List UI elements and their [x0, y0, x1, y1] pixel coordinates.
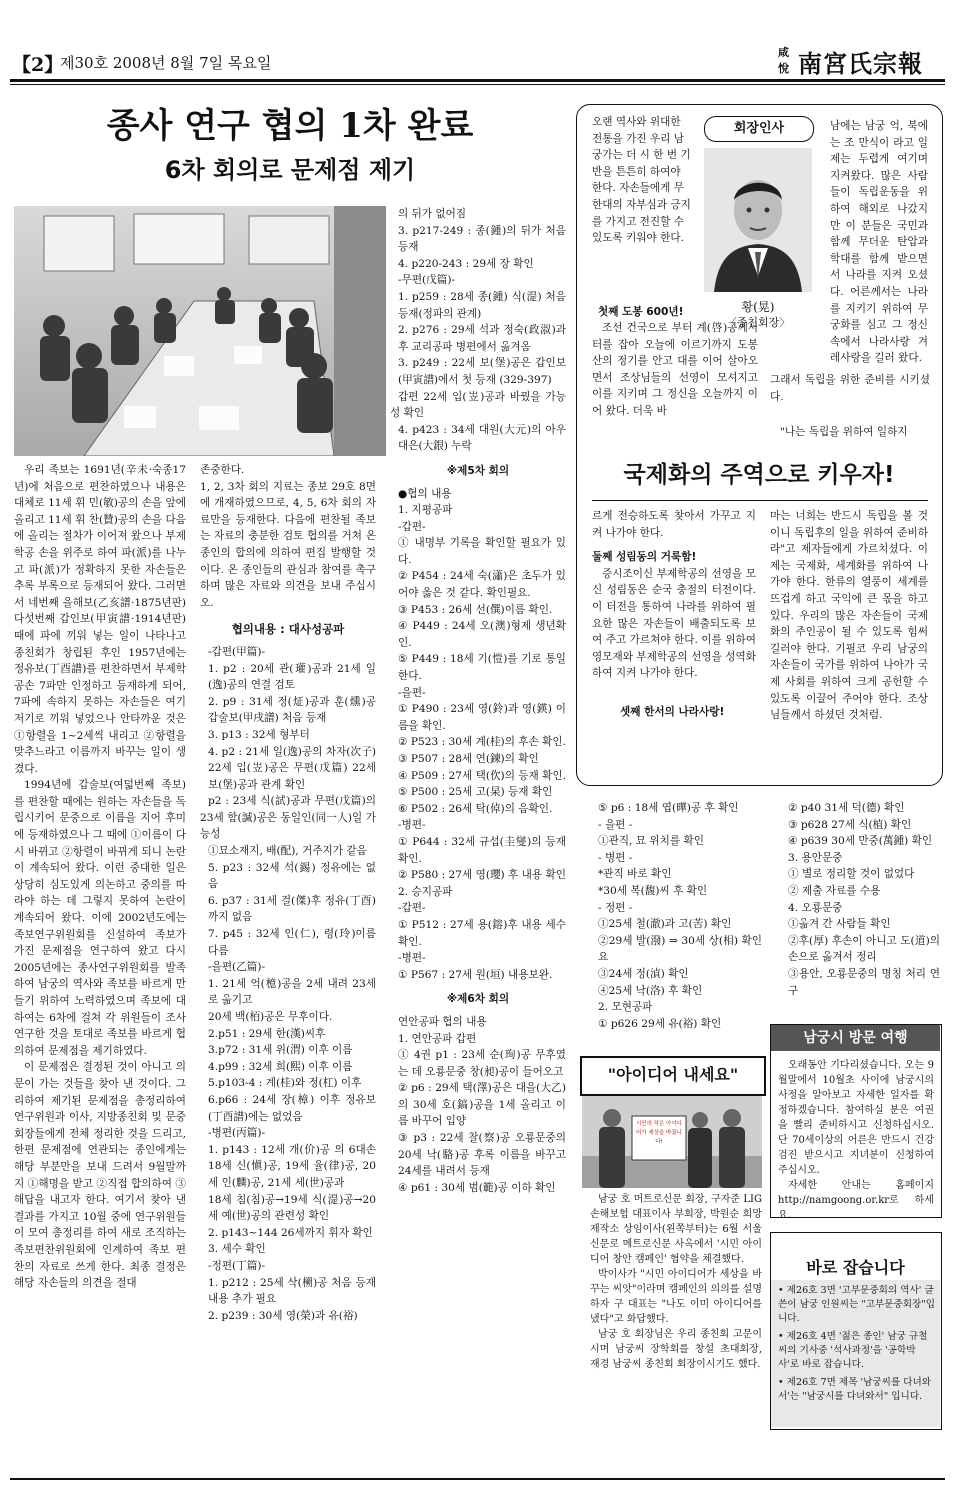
consultation-item: 2. p9 : 31세 정(炡)공과 훈(燻)공 갑술보(甲戌譜) 처음 등재: [208, 695, 376, 725]
chairman-right-text: [830, 118, 928, 367]
lower-item: ②후(厚) 후손이 아니고 도(道)의 손으로 옮겨서 정리: [788, 934, 940, 964]
correction-box-title: 바로 잡습니다: [806, 1258, 905, 1277]
consultation-item: -정편(丁篇)-: [208, 1259, 266, 1272]
meeting-item: ⑥ P502 : 26세 탁(倬)의 음확인.: [398, 802, 553, 815]
consultation-item: 1. 21세 억(檍)공을 2세 내려 23세로 옮기고: [208, 977, 376, 1007]
consultation-item: 4. p2 : 21세 일(逸)공의 차자(次子) 22세 입(岦)공은 무편(戊篇) 22세 보(堡)공과 관계 확인: [208, 745, 376, 791]
idea-caption-2: 박이사가 "시민 아이디어가 세상을 바꾸는 씨앗"이라며 캠페인의 의의를 설명하자 구 대표는 "나도 이미 아이디어를 냈다"고 화답했다.: [590, 1269, 762, 1325]
lower-item: ③ p628 27세 식(植) 확인: [788, 818, 912, 831]
chairman-subhead-1: 첫째 도봉 600년!: [598, 306, 684, 318]
chairman-right-paragraph-2: 그래서 독립을 위한 준비를 시키셨다.: [770, 374, 930, 403]
header-rule: [10, 79, 945, 82]
meeting-item: ① 내명부 기록을 확인할 필요가 있다.: [398, 537, 566, 566]
footer-rule: [10, 1478, 945, 1480]
consultation-item: 2. p143~144 26세까지 휘자 확인: [208, 1226, 373, 1239]
lower-item: 3. 용안문중: [788, 851, 843, 864]
lower-list-left: [590, 800, 762, 1032]
meeting-item: 3. p217-249 : 종(鍾)의 뒤가 처음 등재: [398, 224, 566, 254]
consultation-item: 1. p212 : 25세 삭(㮶)공 처음 등재 내용 추가 필요: [208, 1276, 376, 1306]
meeting-item: 3. p249 : 22세 보(堡)공은 갑인보(甲寅譜)에서 첫 등재 (329-397): [398, 357, 566, 386]
consultation-item: 1. p143 : 12세 개(价)공 의 6대손 18세 신(愼)공, 19세 율(律)공, 20세 인(麟)공, 21세 세(世)공과: [208, 1143, 376, 1189]
meeting-item: ④ p61 : 30세 범(範)공 이하 확인: [398, 1181, 556, 1194]
lower-item: 2. 모현공파: [598, 1001, 653, 1014]
meeting-item: ●협의 내용: [398, 487, 452, 500]
meeting-item: ※제6차 회의: [446, 993, 510, 1006]
meeting-item: 연안공파 협의 내용: [398, 1015, 487, 1028]
meeting-item: 4. p423 : 34세 대원(大元)의 아우 대은(大銀) 누락: [398, 423, 566, 453]
chairman-right-text-3: [780, 424, 930, 441]
consultation-item: p2 : 23세 식(試)공과 무편(戊篇)의 23세 함(諴)공은 동일인(同一人)일 가능성: [200, 795, 376, 841]
lower-item: ①옮겨 간 사람들 확인: [788, 918, 891, 931]
chairman-headline: 국제화의 주역으로 키우자!: [623, 462, 895, 488]
article-intro: 존중한다. 1, 2, 3차 회의 지료는 종보 29호 8면에 개재하였으므로, 4, 5, 6차 회의 자료만을 등재한다. 다음에 편찬될 족보는 자료의 충분한 검토 협의를 거쳐 온 종인의 합의에 의하여 편집 발행할 것이다. 온 종인들의 관심과 참여를 촉구하며 많은 자료와 의견을 보내 주십시오.: [200, 464, 376, 609]
chairman-subhead-3: 셋째 한서의 나라사랑!: [620, 705, 725, 718]
meeting-item: ③ P453 : 26세 선(僎)이름 확인.: [398, 603, 553, 616]
consultation-item: -을편(乙篇)-: [208, 961, 266, 974]
lower-item: ④ p639 30세 만중(萬鍾) 확인: [788, 835, 933, 848]
lower-item: ① 별로 정리할 것이 없었다: [788, 868, 915, 881]
consultation-item: 5. p23 : 32세 석(錫) 정유에는 없음: [208, 861, 376, 891]
lower-item: ② p40 31세 덕(德) 확인: [788, 802, 905, 814]
correction-item: • 제26호 3면 '고부문중회의 역사' 글쓴이 남궁 인원씨는 "고부문중회장"입니다.: [778, 1285, 935, 1324]
lower-item: ② 제출 자료를 수용: [788, 884, 881, 897]
meeting-item: ① P512 : 27세 용(鎔)후 내용 세수 확인.: [398, 918, 566, 948]
meeting-item: ① P644 : 32세 규섭(圭燮)의 등재 확인.: [398, 835, 566, 865]
meeting-photo: [14, 206, 386, 456]
meeting-item: -병편-: [398, 819, 426, 832]
meeting-item: ⑤ P449 : 18세 기(愷)를 기로 통일한다.: [398, 653, 566, 683]
lower-item: ③용안, 오룡문중의 명칭 처리 연구: [788, 967, 940, 997]
logo-small-2: 悅: [778, 62, 789, 75]
chairman-title: 〈종친회장〉: [725, 316, 791, 329]
meeting-item: ① P490 : 23세 영(鈴)과 영(鍈) 이름을 확인.: [398, 703, 566, 732]
article-column-4: [590, 800, 762, 1032]
chairman-portrait: [704, 148, 812, 292]
meeting-item: ② P580 : 27세 영(瓔) 후 내용 확인: [398, 869, 566, 882]
chairman-right-paragraph-3: "나는 독립을 위하여 일하지: [780, 426, 908, 438]
chairman-bottom-left-lead: 르게 전승하도록 찾아서 가꾸고 지켜 나가야 한다.: [592, 510, 756, 539]
idea-photo-sign: 시민의 작은 아이디어가 세상을 바꿉니다!: [635, 1121, 682, 1145]
chairman-right-text-2: [770, 372, 930, 405]
correction-list: [778, 1284, 936, 1404]
consultation-item: 3.p72 : 31세 위(渭) 이후 이름: [208, 1044, 353, 1057]
lower-item: - 을편 -: [598, 818, 633, 831]
article-column-1: [14, 462, 186, 1472]
main-headline: 종사 연구 협의 1차 완료: [106, 106, 474, 146]
meeting-item: 1. p259 : 28세 종(鍾) 식(湜) 처음 등재(정파의 관계): [398, 290, 566, 320]
meeting-item: 의 뒤가 없어짐: [398, 208, 467, 220]
chairman-sub2-text: 증시조이신 부제학공의 선영을 모신 성림동은 순국 충절의 터전이다. 이 터전을 통하여 나라를 위하여 필요한 많은 자손들이 배출되도록 보여 주고 가르쳐야 한다. 이를 위하여 영모재와 부제학공의 선영을 성역화하여 지켜 나가야 한다.: [592, 567, 756, 680]
meeting-item: ※제5차 회의: [446, 464, 510, 477]
consultation-item: 7. p45 : 32세 인(仁), 령(玲)이름 다름: [208, 928, 376, 957]
logo-small-1: 咸: [778, 46, 789, 59]
consultation-item: 3. 세수 확인: [208, 1243, 266, 1256]
newspaper-logo: 南宮氏宗報: [798, 49, 923, 78]
meeting-item: ③ P507 : 28세 연(鍊)의 확인: [398, 753, 539, 765]
consultation-list: [200, 644, 376, 1324]
lower-item: - 정편 -: [598, 901, 633, 914]
meeting-item: 1. 지평공파: [398, 504, 453, 517]
meeting-item: 2. 승지공파: [398, 885, 453, 898]
article-paragraph: 우리 족보는 1691년(辛未·숙종17년)에 처음으로 편찬하였으나 내용은 대체로 11세 휘 민(敏)공의 손을 앞에 올리고 11세 휘 찬(贊)공의 손을 다음에 올리는 절차가 이어져 왔으나 부제학공 손을 위주로 하여 파(派)를 나누고 파(派)가 정확하지 못한 자손들은 추록 부록으로 등재되어 왔다. 그러면서 네번째 을해보(乙亥譜·1875년판) 다섯번째 갑인보(甲寅譜·1914년판)때에 파에 끼워 넣는 일이 나타나고 종친회가 창립된 후인 1957년에는 정유보(丁酉譜)를 편찬하면서 부제학공손 7파만 인정하고 등재하게 되어, 7파에 속하지 못하는 자손들은 여기 저기로 끼워 넣었으나 안타까운 것은 ①항렬을 1~2세씩 내리고 ②항렬을 맞추느라고 이름까지 바꾸는 일이 생겼다.: [14, 464, 186, 775]
meeting-item: -을편-: [398, 686, 426, 699]
meeting-item: -갑편-: [398, 902, 426, 915]
lower-item: ⑤ p6 : 18세 엽(曄)공 후 확인: [598, 802, 739, 814]
article-column-5: [780, 800, 940, 999]
consultation-item: 18세 침(침)공→19세 식(湜)공→20세 예(世)공의 관련성 확인: [208, 1193, 376, 1223]
visit-box-title: 남궁시 방문 여행: [771, 1025, 940, 1051]
lower-item: ④25세 낙(洛) 후 확인: [598, 984, 703, 997]
chairman-left-text: 오랜 역사와 위대한 전통을 가진 우리 남궁가는 더 시 한 번 기반을 튼튼히 하여야 한다. 자손들에게 무한대의 자부심과 긍지를 가지고 전진할 수 있도록 키워야 한다.: [592, 116, 691, 245]
consultation-item: 4.p99 : 32세 희(熙) 이후 이름: [208, 1060, 353, 1073]
chairman-subhead-2: 둘째 성림동의 거룩함!: [592, 551, 697, 564]
lower-item: ① p626 29세 유(裕) 확인: [598, 1017, 722, 1030]
meeting-item: -무편(戊篇)-: [398, 274, 456, 287]
consultation-item: ①묘소재지, 배(配), 거주지가 같음: [208, 845, 367, 858]
idea-caption: [590, 1192, 762, 1372]
chairman-rule: [592, 500, 928, 501]
lower-item: ①25세 철(澈)과 고(苦) 확인: [598, 918, 732, 931]
meeting-item: 4. p220-243 : 29세 장 확인: [398, 257, 534, 270]
consultation-item: 3. p13 : 32세 형부터: [208, 728, 310, 741]
consultation-item: 1. p2 : 20세 관(瓘)공과 21세 일(逸)공의 연결 검토: [208, 662, 376, 692]
consultation-item: 2. p239 : 30세 영(榮)과 유(裕): [208, 1309, 358, 1322]
chairman-right-paragraph: 남에는 남궁 억, 북에는 조 만식이 라고 일제는 두렵게 여기며 지켜왔다. 많은 사람들이 독립운동을 위하여 해외로 나갔지만 이 분들은 국민과 함께 무더운 탄압과 학대를 함께 받으면서 나라를 지켜 오셨다. 어른께서는 나라를 지키기 위하여 무궁화를 심고 그 정신속에서 나라사랑 겨레사랑을 길러 왔다.: [830, 120, 928, 365]
article-paragraph: 1994년에 갑술보(여덟번째 족보)를 편찬할 때에는 원하는 자손들을 독립시키어 문중으로 이름을 지어 후미에 등재하였으나 그 때에 ①이름이 다시 바뀌고 ②항렬이 바뀌게 되니 논란이 계속되어 왔다. 이런 중대한 일은 상당히 심도있게 의논하고 중의를 따라야 하는 데 그렇지 못하여 논란이 계속되어 왔다. 이에 2002년도에는 족보연구위원회를 신설하여 족보가 가진 문제점을 연구하여 왔고 다시 2005년에는 종사연구위원회를 발족하여 남궁의 역사와 족보를 바르게 만들기 위하여 노력하였으며 족보에 대하여는 6차에 걸쳐 각 위원들이 조사 연구한 것을 토대로 족보를 바르게 협의하여 문제점을 제기하였다.: [14, 779, 186, 1057]
lower-item: - 병편 -: [598, 851, 633, 864]
consultation-item: 2.p51 : 29세 한(漢)씨후: [208, 1027, 326, 1040]
consultation-item: 20세 백(栢)공은 무후이다.: [208, 1011, 333, 1023]
header-rule-thin: [10, 84, 945, 85]
meeting-item: ① 4권 p1 : 23세 순(珣)공 무후였는 데 오룡문중 창(昶)공이 들어오고: [398, 1049, 566, 1078]
meeting-item: ④ P509 : 27세 택(㐸)의 등재 확인.: [398, 769, 566, 782]
meeting-item: -병편-: [398, 952, 426, 965]
visit-text-2: 자세한 안내는 홈페이지 http://namgoong.or.kr로 하세요.: [778, 1180, 934, 1221]
visit-text-1: 오래동안 기다리셨습니다. 오는 9월말에서 10월초 사이에 남궁시의 사정을 알아보고 자세한 일자를 확정하겠습니다. 참여하실 분은 여권을 빨리 준비하시고 신청하십시오. 단 70세이상의 어른은 반드시 건강검진 받으시고 지녀분이 신청하여 주십시오.: [778, 1060, 934, 1176]
chairman-sub1-text: 조선 건국으로 부터 계(啓)공께서 터를 잡아 오늘에 이르기까지 도봉산의 정기를 안고 대를 이어 살아오면서 조상님들의 선영이 모셔지고 이를 지키며 그 정신을 오늘까지 이어 왔다. 더욱 바: [592, 322, 758, 417]
meeting-item: 갑편 22세 입(岦)공과 바꿨을 가능성 확인: [390, 390, 566, 420]
consultation-heading: 협의내용 : 대사성공파: [231, 622, 345, 637]
article-column-3: [390, 206, 566, 1472]
meeting-item: 1. 연안공파 갑편: [398, 1032, 477, 1045]
lower-list-right: [780, 800, 940, 999]
main-subheadline: 6차 회의로 문제점 제기: [164, 156, 416, 184]
meeting-item: ③ p3 : 22세 찰(察)공 오룡문중의 20세 낙(駱)공 후록 이름을 바꾸고 24세를 내려서 등재: [398, 1132, 566, 1178]
issue-info: 제30호 2008년 8월 7일 목요일: [60, 54, 272, 72]
lower-item: 4. 오룡문중: [788, 901, 843, 914]
visit-box-text: [778, 1058, 934, 1223]
chairman-name: 황(晃): [741, 300, 775, 314]
meeting-item: ② P454 : 24세 숙(瀟)은 초두가 있어야 옳은 것 같다. 확인필요.: [398, 570, 566, 600]
consultation-item: 5.p103-4 : 계(桂)와 정(杠) 이후: [208, 1077, 362, 1090]
lower-item: ②29세 발(潑) ⇒ 30세 상(相) 확인 요: [598, 934, 762, 964]
meeting-list: [390, 206, 566, 1196]
consultation-item: -병편(丙篇)-: [208, 1127, 266, 1140]
chairman-bottom-left: [592, 508, 756, 721]
lower-item: *30세 복(馥)씨 후 확인: [598, 884, 708, 897]
correction-item: • 제26호 7면 제목 '남궁씨를 다녀와서'는 "남궁시를 다녀와서" 입니다.: [778, 1377, 932, 1402]
meeting-item: 2. p276 : 29세 석과 정숙(政淑)과 후 교리공파 병편에서 옮겨옴: [398, 324, 566, 353]
chairman-label: 회장인사: [704, 116, 814, 142]
meeting-item: -갑편-: [398, 520, 426, 533]
lower-item: ③24세 정(湞) 확인: [598, 967, 689, 980]
lower-item: *관직 바로 확인: [598, 868, 672, 881]
idea-caption-3: 남궁 호 회장님은 우리 종친회 고문이시며 남궁씨 장학회를 창설 초대회장, 재경 남궁씨 종친회 회장이시기도 했다.: [590, 1329, 762, 1370]
idea-box-title: "아이디어 내세요": [607, 1065, 739, 1084]
idea-caption-1: 남궁 호 머트로신문 회장, 구자준 LIG 손해보험 대표이사 부회장, 박원순 희망제작소 상임이사(왼쪽부터)는 6월 서울 신문로 메트로신문 사옥에서 '시민 아이디어 창안 캠페인' 협약을 체결했다.: [590, 1194, 762, 1265]
page-number: 【2】: [12, 54, 64, 76]
meeting-item: ④ P449 : 24세 오(澳)형제 생년확인.: [398, 620, 566, 649]
chairman-bottom-right: 마는 너희는 반드시 독립을 볼 것이니 독립후의 일을 위하여 준비하라"고 제자들에게 가르치셨다. 이제는 국제화, 세계화를 위하여 나가야 한다. 한류의 열풍이 세계를 뜨겁게 하고 국익에 큰 몫을 하고 있다. 우리의 많은 자손들이 국제화의 주인공이 될 수 있도록 힘써 길러야 한다. 기필코 우리 남궁의 자손들이 국가를 위하여 나아가 국제 사회를 위하여 크게 공헌할 수 있도록 이끌어 주어야 한다. 조상님들께서 하셨던 것처럼.: [770, 510, 928, 722]
lower-item: ①관직, 묘 위치를 확인: [598, 835, 704, 848]
meeting-item: ② P523 : 30세 계(桂)의 후손 확인.: [398, 736, 566, 749]
meeting-item: ① P567 : 27세 원(垣) 내용보완.: [398, 968, 553, 981]
article-paragraph: 이 문제점은 결정된 것이 아니고 의문이 가는 것들을 찾아 낸 것이다. 그리하여 제기된 문제점을 총정리하여 연구위원과 이사, 지방종친회 및 문중 회장들에게 전체 정리한 것을 드리고, 한편 문제점에 연관되는 종인에게는 해당 부분만을 보내 드려서 9월말까지 ①해명을 받고 ②직접 합의하여 ③해답을 내고자 한다. 여기서 찾아 낸 결과를 가지고 10월 중에 연구위원들이 모여 총정리를 하여 새로 조직하는 족보편찬위원회에 인계하여 족보 편찬의 자료로 쓰게 한다. 최종 결정은 해당 자손들의 의견을 절대: [14, 1061, 186, 1290]
meeting-item: ② p6 : 29세 택(澤)공은 대을(大乙)의 30세 호(鎬)공을 1세 올리고 이름 바꾸어 입양: [398, 1082, 566, 1128]
correction-item: • 제26호 4면 '젊은 종인' 남궁 규철씨의 기사중 '석사과정'을 '공학박사'로 바로 잡습니다.: [778, 1331, 928, 1370]
meeting-item: ⑤ P500 : 25세 고(杲) 등재 확인: [398, 786, 553, 799]
consultation-item: 6. p37 : 31세 걸(傑)후 정유(丁酉)까지 없음: [208, 894, 376, 924]
consultation-item: -갑편(甲篇)-: [208, 645, 266, 658]
consultation-item: 6.p66 : 24세 장(樟) 이후 정유보(丁酉譜)에는 없었음: [208, 1093, 376, 1123]
article-column-2: [200, 462, 376, 1472]
